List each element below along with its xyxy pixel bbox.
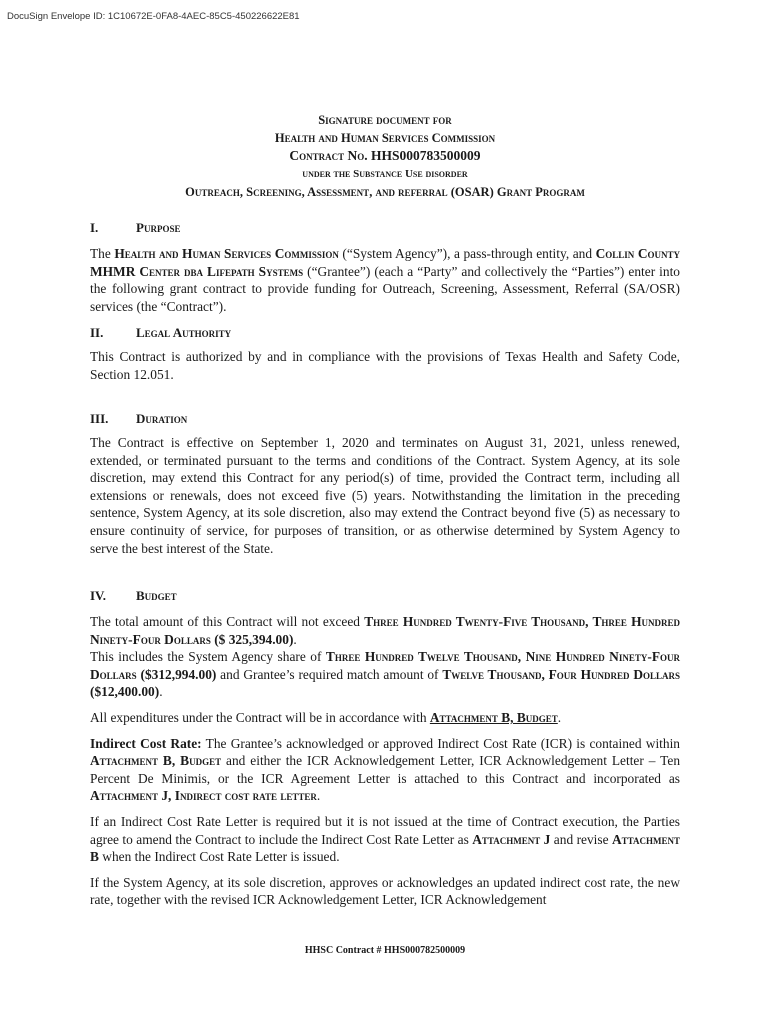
envelope-id: DocuSign Envelope ID: 1C10672E-0FA8-4AEC-85C5-450226622E81 (7, 11, 300, 22)
text: . (293, 631, 297, 647)
attachment-b-ref: Attachment B, Budget (90, 753, 222, 769)
section-number: II. (90, 325, 104, 340)
section-heading: Legal Authority (136, 325, 232, 340)
text: . (557, 709, 562, 725)
attachment-b-ref: Attachment B (90, 831, 680, 865)
text: and either the ICR Acknowledgement Letter, ICR Acknowledgement Letter – Ten Percent De Minimis, or the ICR Agreement Letter is attached to this Contract and incorporated as (90, 753, 681, 786)
text: . (159, 684, 163, 700)
section-title (90, 325, 680, 341)
budget-share-paragraph (90, 648, 680, 701)
header-program-title: Outreach, Screening, Assessment, and referral (OSAR) Grant Program (185, 185, 585, 199)
indirect-cost-paragraph (90, 735, 680, 805)
text: and Grantee’s required match amount of (216, 666, 443, 682)
section-number: I. (90, 220, 99, 235)
section-heading: Duration (136, 411, 188, 426)
section-number: IV. (90, 588, 107, 603)
text: (“Grantee”) (each a “Party” and collectively the “Parties”) enter into the following grant contract to provide funding for Outreach, Screening, Assessment, Referral (SA/OSR) services (the “Contract”). (90, 263, 680, 314)
section-title (90, 588, 680, 604)
text: The total amount of this Contract will not exceed (90, 614, 365, 629)
text: when the Indirect Cost Rate Letter is issued. (98, 849, 340, 865)
budget-total-paragraph (90, 613, 680, 648)
document-header (0, 111, 770, 201)
icr-letter-paragraph (90, 813, 680, 866)
section-legal-authority (90, 325, 680, 383)
indirect-cost-label: Indirect Cost Rate: (90, 735, 202, 751)
section-title (90, 220, 680, 236)
duration-paragraph: The Contract is effective on September 1, 2020 and terminates on August 31, 2021, unless renewed, extended, or terminated pursuant to the terms and conditions of the Contract. System Agency, at its sole discretion, may extend this Contract for any period(s) of time, provided the Contract term, including all extensions or renewals, does not exceed five (5) years. Notwithstanding the limitation in the preceding sentence, System Agency, at its sole discretion, also may extend the Contract beyond five (5) as necessary to ensure continuity of service, for purposes of transition, or as otherwise determined by System Agency to serve the best interest of the State. (90, 435, 680, 556)
attachment-j-ref: Attachment J, Indirect cost rate letter (90, 788, 317, 804)
attachment-b-link: Attachment B, Budget (429, 709, 558, 725)
text: and revise (550, 831, 612, 847)
section-heading: Budget (136, 588, 177, 603)
header-line-2: Health and Human Services Commission (274, 131, 496, 145)
agency-name: Health and Human Services Commission (114, 246, 339, 261)
page-footer: HHSC Contract # HHS000782500009 (304, 945, 466, 956)
header-line-4: under the Substance Use disorder (302, 168, 468, 180)
header-contract-number: Contract No. HHS000783500009 (289, 148, 481, 163)
text: This includes the System Agency share of (90, 649, 326, 665)
purpose-paragraph (90, 245, 680, 315)
text: The Grantee’s acknowledged or approved Indirect Cost Rate (ICR) is contained within (201, 735, 680, 751)
text: If an Indirect Cost Rate Letter is required but it is not issued at the time of Contract execution, the Parties agree to amend the Contract to include the Indirect Cost Rate Letter as (90, 813, 680, 847)
section-purpose (90, 220, 680, 315)
section-number: III. (90, 411, 109, 426)
legal-paragraph: This Contract is authorized by and in compliance with the provisions of Texas Health and Safety Code, Section 12.051. (90, 349, 680, 382)
text: The (90, 246, 115, 261)
agency-share-amount: Three Hundred Twelve Thousand, Nine Hundred Ninety-Four Dollars ($312,994.00) (90, 649, 680, 682)
text: All expenditures under the Contract will be in accordance with (90, 709, 430, 725)
attachment-j-ref: Attachment J (472, 831, 551, 847)
section-title (90, 411, 680, 427)
section-duration (90, 411, 680, 557)
text: (“System Agency”), a pass-through entity, and (338, 246, 596, 261)
section-budget (90, 588, 680, 909)
section-heading: Purpose (136, 220, 181, 235)
updated-rate-paragraph: If the System Agency, at its sole discretion, approves or acknowledges an updated indirect cost rate, the new rate, together with the revised ICR Acknowledgement Letter, ICR Acknowledgement (90, 874, 680, 908)
total-amount: Three Hundred Twenty-Five Thousand, Three Hundred Ninety-Four Dollars ($ 325,394.00) (90, 614, 680, 647)
budget-expenditures-paragraph (90, 709, 680, 727)
grantee-name: Collin County MHMR Center dba Lifepath Systems (90, 246, 681, 279)
header-line-1: Signature document for (318, 113, 452, 127)
text: . (316, 788, 321, 804)
grantee-match-amount: Twelve Thousand, Four Hundred Dollars ($12,400.00) (90, 666, 680, 700)
